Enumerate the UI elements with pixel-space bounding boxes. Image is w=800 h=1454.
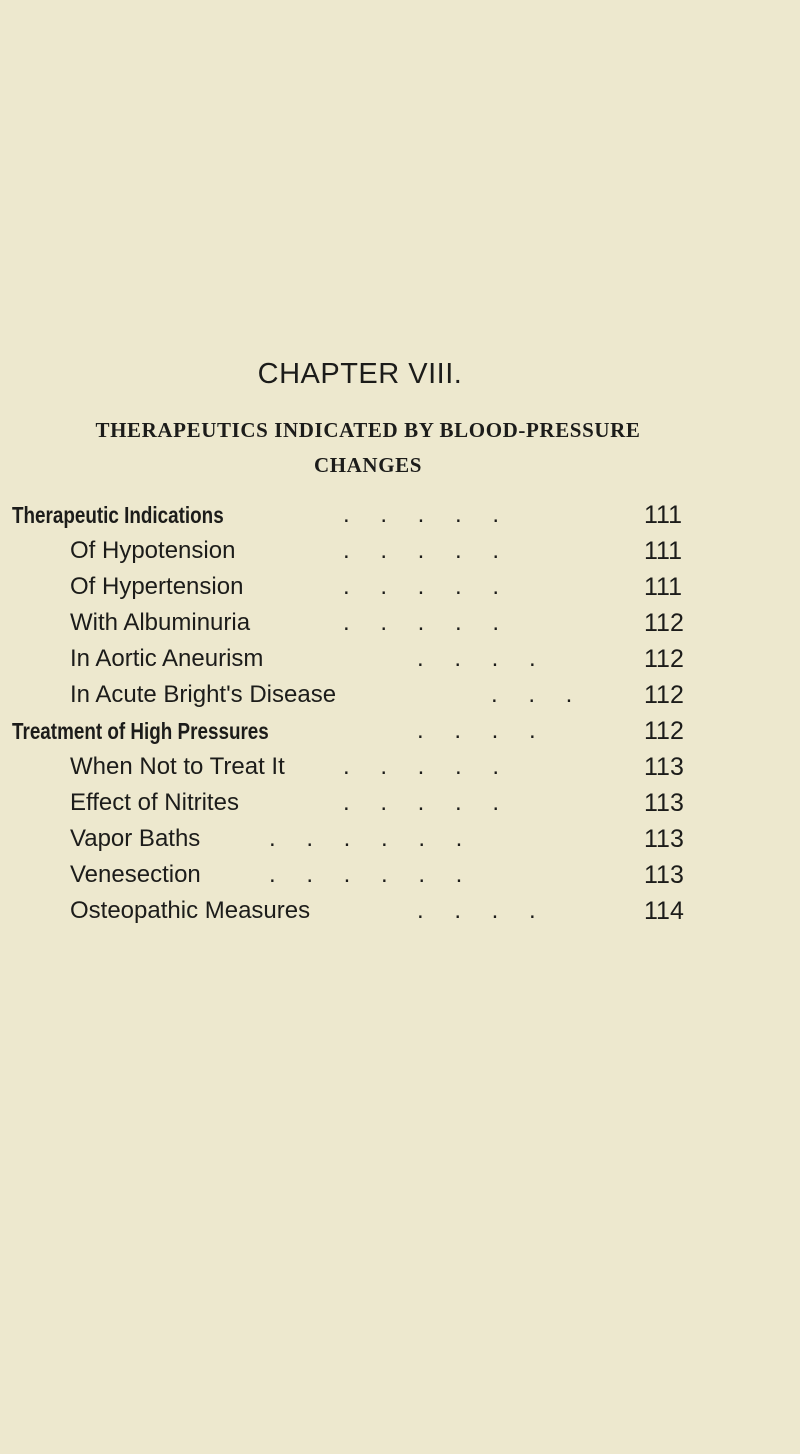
toc-entry-label: In Acute Bright's Disease bbox=[70, 681, 337, 708]
toc-entry-treatment-of-high-pressures bbox=[0, 714, 800, 748]
toc-entry-label: In Aortic Aneurism bbox=[70, 645, 264, 672]
toc-entry-of-hypotension bbox=[0, 534, 800, 568]
toc-entry-effect-of-nitrites bbox=[0, 786, 800, 820]
toc-entry-vapor-baths bbox=[0, 822, 800, 856]
chapter-title: CHAPTER VIII. bbox=[257, 358, 463, 390]
dot-leader: . . . . . bbox=[343, 573, 500, 600]
toc-entry-page: 113 bbox=[644, 753, 684, 781]
toc-entry-in-acute-brights-disease bbox=[0, 678, 800, 712]
toc-entry-page: 113 bbox=[644, 789, 684, 817]
toc-entry-in-aortic-aneurism bbox=[0, 642, 800, 676]
dot-leader: . . . . . bbox=[343, 501, 500, 528]
toc-entry-page: 112 bbox=[644, 645, 684, 673]
toc-entry-label: Of Hypertension bbox=[70, 573, 244, 600]
toc-entry-page: 112 bbox=[644, 609, 684, 637]
dot-leader: . . . . . . bbox=[269, 825, 463, 852]
toc-entry-page: 113 bbox=[644, 825, 684, 853]
toc-entry-label: Effect of Nitrites bbox=[70, 789, 239, 816]
toc-entry-page: 111 bbox=[644, 501, 683, 529]
dot-leader: . . . . . bbox=[343, 753, 500, 780]
chapter-subtitle-line-2: CHANGES bbox=[313, 453, 423, 477]
toc-entry-osteopathic-measures bbox=[0, 894, 800, 928]
toc-entry-label: Treatment of High Pressures bbox=[12, 718, 269, 744]
toc-entry-when-not-to-treat-it bbox=[0, 750, 800, 784]
toc-entry-label: Therapeutic Indications bbox=[12, 502, 224, 528]
toc-entry-label: Osteopathic Measures bbox=[70, 897, 311, 924]
dot-leader: . . . . . . bbox=[269, 861, 463, 888]
toc-entry-page: 111 bbox=[644, 573, 683, 601]
chapter-subtitle-line-1: THERAPEUTICS INDICATED BY BLOOD-PRESSURE bbox=[95, 418, 641, 442]
dot-leader: . . . . . bbox=[343, 609, 500, 636]
toc-entry-label: When Not to Treat It bbox=[70, 753, 285, 780]
toc-entry-label: Of Hypotension bbox=[70, 537, 236, 564]
toc-entry-label: Vapor Baths bbox=[70, 825, 201, 852]
toc-entry-therapeutic-indications bbox=[0, 498, 800, 532]
toc-entry-label: Venesection bbox=[70, 861, 201, 888]
toc-entry-with-albuminuria bbox=[0, 606, 800, 640]
dot-leader: . . . . . bbox=[343, 789, 500, 816]
toc-entry-label: With Albuminuria bbox=[70, 609, 251, 636]
dot-leader: . . . . bbox=[417, 897, 536, 924]
toc-entry-of-hypertension bbox=[0, 570, 800, 604]
toc-entry-page: 114 bbox=[644, 897, 684, 925]
toc-entry-page: 113 bbox=[644, 861, 684, 889]
toc-entry-page: 112 bbox=[644, 681, 684, 709]
dot-leader: . . . . bbox=[417, 645, 536, 672]
dot-leader: . . . bbox=[491, 681, 573, 708]
toc-entry-page: 112 bbox=[644, 717, 684, 745]
dot-leader: . . . . bbox=[417, 717, 536, 744]
toc-entry-venesection bbox=[0, 858, 800, 892]
chapter-subtitle bbox=[12, 413, 724, 483]
toc-entry-page: 111 bbox=[644, 537, 683, 565]
dot-leader: . . . . . bbox=[343, 537, 500, 564]
